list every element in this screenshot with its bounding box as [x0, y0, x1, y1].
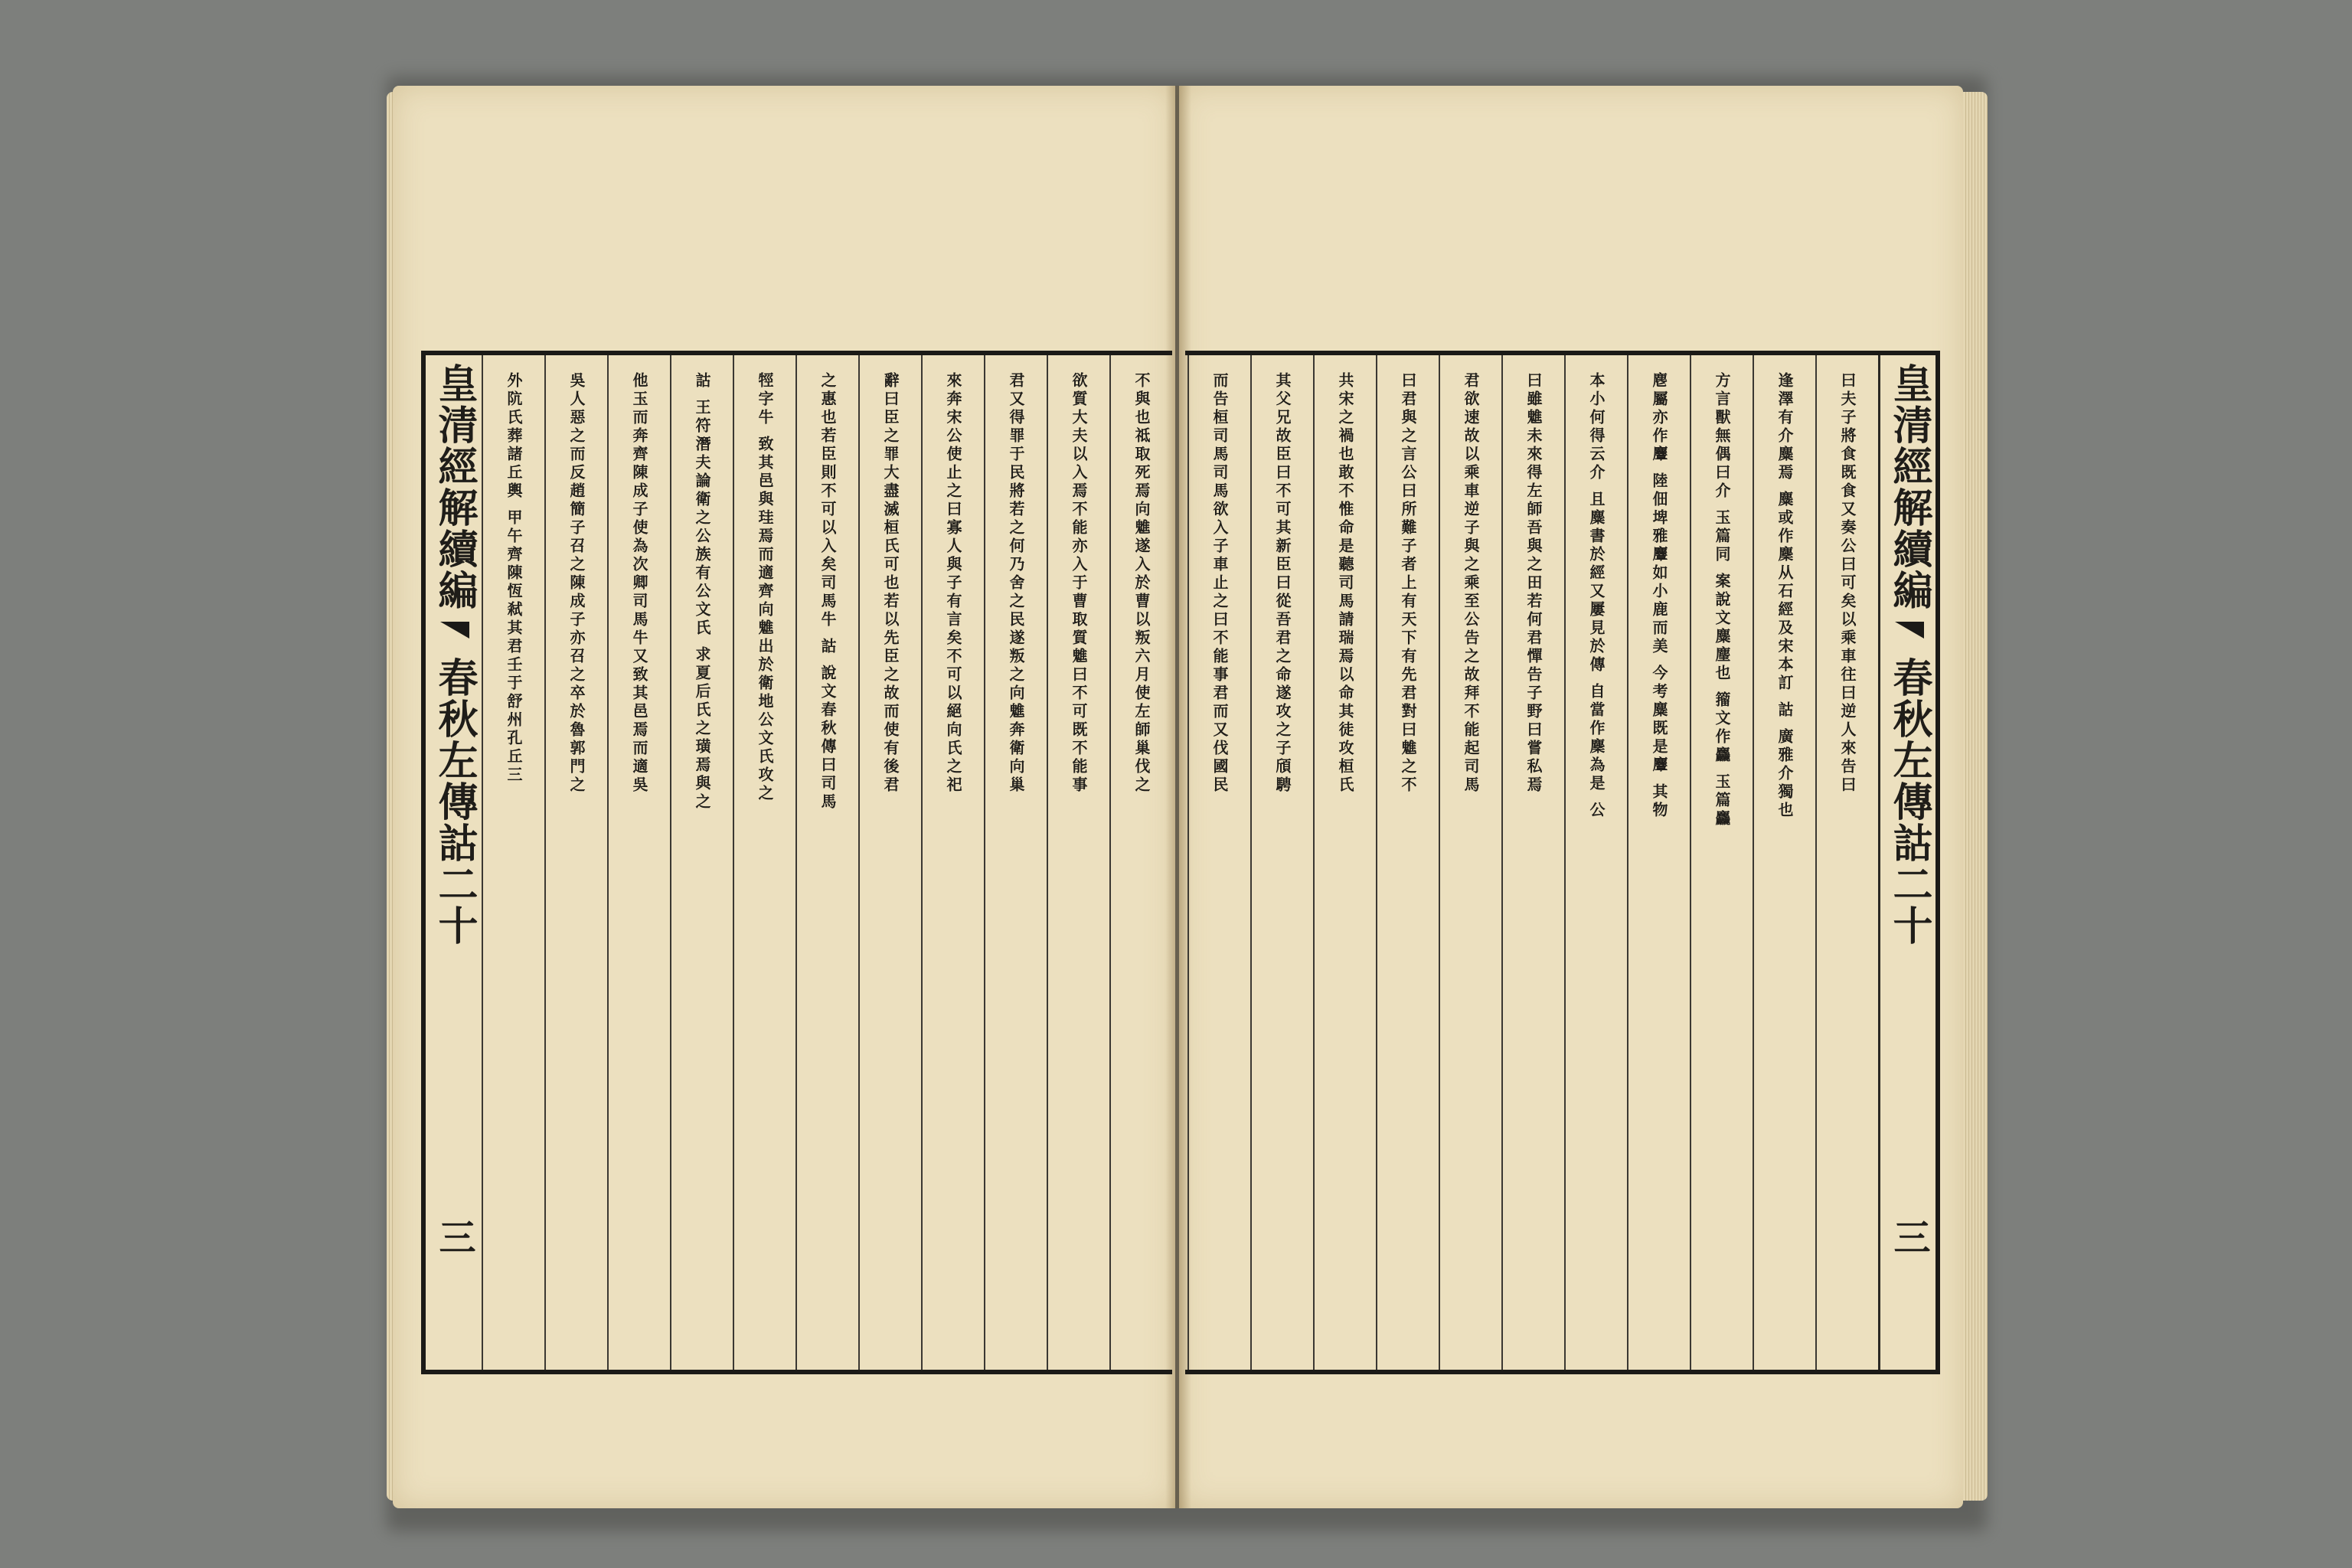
text-column — [1690, 355, 1753, 1370]
text-column — [1187, 355, 1250, 1370]
column-text: 而告桓司馬司馬欲入子車止之曰不能事君而又伐國民 — [1210, 372, 1229, 795]
text-column — [1376, 355, 1439, 1370]
left-margin-section: 春秋左傳詁二十 — [431, 657, 478, 946]
left-text-block — [421, 351, 1172, 1374]
text-column — [1439, 355, 1501, 1370]
column-text: 方言獸無偶曰介 玉篇同 案說文麋麈也 籀文作麤 玉篇麤 — [1713, 372, 1731, 828]
text-column — [544, 355, 607, 1370]
left-page-number: 三 — [433, 1218, 475, 1255]
left-margin-title: 皇清經解續編 — [431, 363, 478, 611]
text-column — [733, 355, 795, 1370]
right-margin-section: 春秋左傳詁二十 — [1886, 657, 1932, 946]
column-text: 辭曰臣之罪大盡滅桓氏可也若以先臣之故而使有後君 — [881, 372, 900, 795]
column-text: 吳人惡之而反趙簡子召之陳成子亦召之卒於魯郭門之 — [567, 372, 586, 795]
column-text: 君欲速故以乘車逆子與之乘至公告之故拜不能起司馬 — [1462, 372, 1480, 795]
column-text: 不與也祗取死焉向魋遂入於曹以叛六月使左師巢伐之 — [1132, 372, 1151, 795]
column-text: 之惠也若臣則不可以入矣司馬牛 詁 說文春秋傳曰司馬 — [818, 372, 837, 812]
column-text: 詁 王符潛夫論衛之公族有公文氏 求夏后氏之璜焉與之 — [693, 372, 711, 812]
text-column — [1501, 355, 1564, 1370]
fish-tail-mark — [1895, 622, 1924, 639]
column-text: 曰雖魋未來得左師吾與之田若何君憚告子野曰嘗私焉 — [1524, 372, 1543, 795]
column-text: 君又得罪于民將若之何乃舍之民遂叛之向魋奔衛向巢 — [1007, 372, 1025, 795]
column-text: 欲質大夫以入焉不能亦入于曹取質魋曰不可既不能事 — [1070, 372, 1088, 795]
text-column — [1109, 355, 1172, 1370]
text-column — [984, 355, 1047, 1370]
text-column — [1627, 355, 1690, 1370]
text-column — [482, 355, 544, 1370]
text-column — [1047, 355, 1109, 1370]
text-column — [1753, 355, 1815, 1370]
left-page-margin-column — [426, 355, 483, 1370]
text-column — [1250, 355, 1313, 1370]
column-text: 曰夫子將食既食又奏公曰可矣以乘車往曰逆人來告曰 — [1838, 372, 1857, 795]
right-text-block — [1185, 351, 1940, 1374]
text-column — [607, 355, 670, 1370]
right-margin-title: 皇清經解續編 — [1886, 363, 1932, 611]
text-column — [921, 355, 984, 1370]
column-text: 曰君與之言公曰所難子者上有天下有先君對曰魋之不 — [1399, 372, 1417, 795]
right-page-number: 三 — [1887, 1218, 1930, 1255]
text-column — [858, 355, 921, 1370]
right-page-margin-column — [1878, 355, 1938, 1370]
column-text: 來奔宋公使止之曰寡人與子有言矣不可以絕向氏之祀 — [944, 372, 962, 795]
column-text: 共宋之禍也敢不惟命是聽司馬請瑞焉以命其徒攻桓氏 — [1336, 372, 1354, 795]
column-text: 他玉而奔齊陳成子使為次卿司馬牛又致其邑焉而適吳 — [630, 372, 648, 795]
column-text: 牼字牛 致其邑與珪焉而適齊向魋出於衛地公文氏攻之 — [756, 372, 774, 803]
column-text: 外阬氏葬諸丘輿 甲午齊陳恆弒其君壬于舒州孔丘三 — [505, 372, 523, 785]
column-text: 逢澤有介麋焉 麋或作麇从石經及宋本訂 詁 廣雅介獨也 — [1775, 372, 1794, 820]
column-text: 其父兄故臣曰不可其新臣曰從吾君之命遂攻之子頎騁 — [1273, 372, 1292, 795]
column-text: 本小何得云介 且麋書於經又屢見於傳 自當作麇為是 公 — [1587, 372, 1606, 820]
text-column — [795, 355, 858, 1370]
text-column — [1313, 355, 1376, 1370]
column-text: 麀屬亦作麞 陸佃埤雅麞如小鹿而美 今考麋既是麞 其物 — [1650, 372, 1668, 820]
text-column — [1815, 355, 1878, 1370]
text-column — [670, 355, 733, 1370]
fish-tail-mark — [440, 622, 469, 639]
text-column — [1564, 355, 1627, 1370]
